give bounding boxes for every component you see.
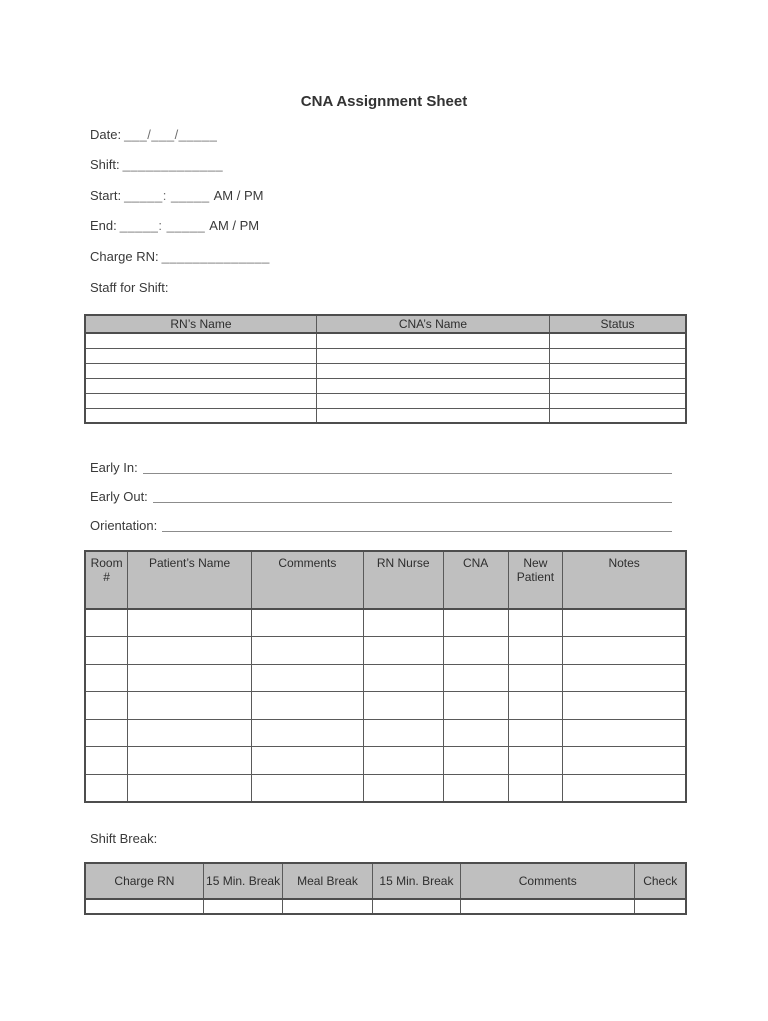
charge-rn-label: Charge RN: [90,249,159,264]
empty-cell[interactable] [128,609,252,637]
table-row [85,719,686,747]
empty-cell[interactable] [563,609,686,637]
empty-cell[interactable] [251,637,363,665]
empty-cell[interactable] [563,637,686,665]
empty-cell[interactable] [316,378,549,393]
empty-cell[interactable] [508,719,563,747]
early-in-label: Early In: [90,460,138,475]
early-in-field-line[interactable] [143,460,672,474]
empty-cell[interactable] [85,692,128,720]
empty-cell[interactable] [128,692,252,720]
shift-field-line[interactable]: _____________ [122,157,224,172]
empty-cell[interactable] [128,774,252,802]
early-out-field [90,489,672,505]
empty-cell[interactable] [508,692,563,720]
staff-table [84,314,687,424]
empty-cell[interactable] [85,719,128,747]
table-row [85,747,686,775]
empty-cell[interactable] [363,774,443,802]
empty-cell[interactable] [563,774,686,802]
empty-cell[interactable] [563,692,686,720]
empty-cell[interactable] [85,899,203,914]
empty-cell[interactable] [443,664,508,692]
empty-cell[interactable] [443,609,508,637]
empty-cell[interactable] [251,747,363,775]
column-header: CNA’s Name [316,315,549,333]
table-row [85,774,686,802]
column-header: Patient’s Name [128,551,252,609]
patient-assignment-table [84,550,687,803]
end-label: End: [90,218,117,233]
date-label: Date: [90,127,122,142]
empty-cell[interactable] [372,899,460,914]
empty-cell[interactable] [251,664,363,692]
table-row [85,899,686,914]
empty-cell[interactable] [85,363,316,378]
empty-cell[interactable] [251,692,363,720]
empty-cell[interactable] [85,348,316,363]
charge-rn-field-line[interactable]: ______________ [161,249,270,264]
empty-cell[interactable] [443,747,508,775]
empty-cell[interactable] [461,899,635,914]
empty-cell[interactable] [128,747,252,775]
date-field [90,127,217,143]
column-header: CNA [443,551,508,609]
table-row [85,333,686,348]
empty-cell[interactable] [316,333,549,348]
empty-cell[interactable] [85,378,316,393]
empty-cell[interactable] [85,333,316,348]
table-row [85,664,686,692]
date-field-line[interactable]: ___/___/_____ [124,127,218,142]
empty-cell[interactable] [363,637,443,665]
empty-cell[interactable] [316,393,549,408]
column-header: 15 Min. Break [372,863,460,899]
column-header: Charge RN [85,863,203,899]
early-in-field [90,460,672,476]
column-header: RN Nurse [363,551,443,609]
empty-cell[interactable] [85,774,128,802]
empty-cell[interactable] [563,719,686,747]
empty-cell[interactable] [550,363,686,378]
empty-cell[interactable] [508,664,563,692]
shift-label: Shift: [90,157,120,172]
empty-cell[interactable] [550,408,686,423]
shift-break-label: Shift Break: [90,831,158,846]
empty-cell[interactable] [363,719,443,747]
empty-cell[interactable] [251,774,363,802]
empty-cell[interactable] [363,664,443,692]
empty-cell[interactable] [550,348,686,363]
empty-cell[interactable] [508,637,563,665]
table-row [85,692,686,720]
column-header: Status [550,315,686,333]
empty-cell[interactable] [128,637,252,665]
table-row [85,393,686,408]
page-title: CNA Assignment Sheet [300,93,468,110]
column-header: Meal Break [283,863,373,899]
end-time-field-line[interactable]: _____: _____ [119,218,206,233]
empty-cell[interactable] [443,637,508,665]
early-out-field-line[interactable] [153,489,672,503]
orientation-field [90,518,672,534]
empty-cell[interactable] [283,899,373,914]
empty-cell[interactable] [363,692,443,720]
table-row [85,609,686,637]
empty-cell[interactable] [203,899,282,914]
column-header: Comments [251,551,363,609]
table-row [85,378,686,393]
column-header: Check [635,863,686,899]
empty-cell[interactable] [85,609,128,637]
empty-cell[interactable] [550,333,686,348]
column-header: Room # [85,551,128,609]
empty-cell[interactable] [128,719,252,747]
empty-cell[interactable] [251,719,363,747]
empty-cell[interactable] [85,637,128,665]
column-header: New Patient [508,551,563,609]
shift-field [90,157,223,173]
start-time-field-line[interactable]: _____: _____ [124,188,210,203]
table-row [85,637,686,665]
early-out-label: Early Out: [90,489,148,504]
table-row [85,348,686,363]
empty-cell[interactable] [363,609,443,637]
empty-cell[interactable] [85,747,128,775]
orientation-label: Orientation: [90,518,158,533]
start-label: Start: [90,188,122,203]
staff-for-shift-label: Staff for Shift: [90,280,169,295]
column-header: Comments [461,863,635,899]
start-am-pm-label: AM / PM [213,188,264,203]
empty-cell[interactable] [443,719,508,747]
empty-cell[interactable] [635,899,686,914]
end-am-pm-label: AM / PM [209,218,260,233]
empty-cell[interactable] [251,609,363,637]
empty-cell[interactable] [363,747,443,775]
orientation-field-line[interactable] [162,518,672,532]
empty-cell[interactable] [443,692,508,720]
empty-cell[interactable] [508,774,563,802]
empty-cell[interactable] [316,348,549,363]
empty-cell[interactable] [563,747,686,775]
empty-cell[interactable] [128,664,252,692]
empty-cell[interactable] [316,363,549,378]
empty-cell[interactable] [85,393,316,408]
empty-cell[interactable] [85,408,316,423]
header-row [85,551,686,609]
empty-cell[interactable] [563,664,686,692]
shift-break-table [84,862,687,915]
end-field [90,218,259,234]
charge-rn-field [90,249,270,265]
empty-cell[interactable] [508,609,563,637]
column-header: 15 Min. Break [203,863,282,899]
header-row [85,315,686,333]
start-field [90,188,263,204]
empty-cell[interactable] [85,664,128,692]
empty-cell[interactable] [316,408,549,423]
empty-cell[interactable] [550,378,686,393]
table-row [85,363,686,378]
header-row [85,863,686,899]
table-row [85,408,686,423]
empty-cell[interactable] [508,747,563,775]
column-header: Notes [563,551,686,609]
column-header: RN’s Name [85,315,316,333]
empty-cell[interactable] [550,393,686,408]
empty-cell[interactable] [443,774,508,802]
